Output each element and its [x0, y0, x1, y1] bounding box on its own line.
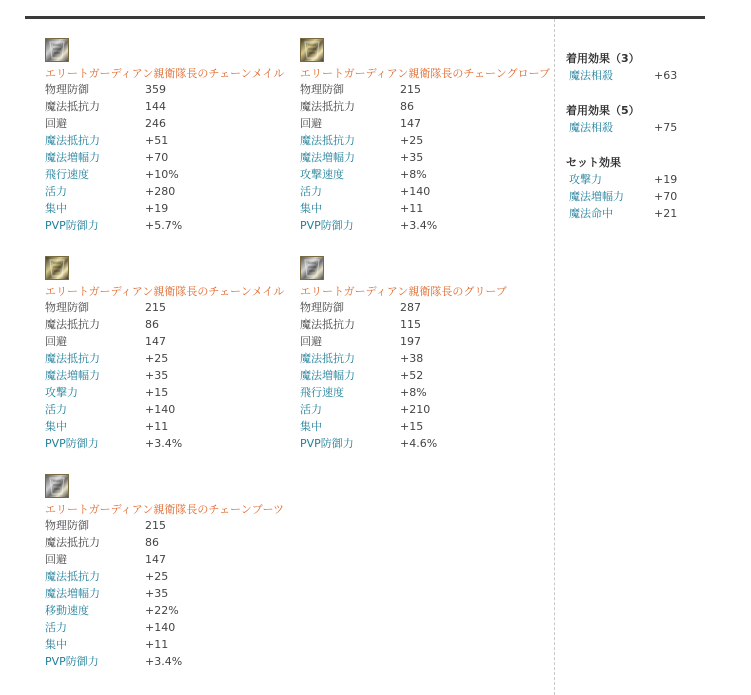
stat-label: 魔法抵抗力	[300, 100, 355, 113]
stat-label: 集中	[45, 420, 67, 433]
stat-value: +5.7%	[145, 219, 183, 232]
stat-label: 回避	[300, 117, 322, 130]
stat-row	[45, 115, 305, 132]
stat-value: +140	[400, 185, 431, 198]
stat-row	[45, 384, 305, 401]
stat-row	[45, 435, 305, 452]
stat-value: 144	[145, 100, 166, 113]
stat-label: 集中	[45, 202, 67, 215]
stat-value: 287	[400, 301, 421, 314]
stat-value: +8%	[400, 386, 427, 399]
item-title[interactable]: エリートガーディアン親衛隊長のチェーンメイル	[45, 285, 285, 298]
stat-value: +140	[145, 403, 176, 416]
item-title[interactable]: エリートガーディアン親衛隊長のチェーングローブ	[300, 67, 551, 80]
stat-row	[45, 653, 305, 670]
stat-label: 回避	[45, 117, 67, 130]
stat-value: +140	[145, 621, 176, 634]
stat-row	[45, 401, 305, 418]
stat-value: 246	[145, 117, 166, 130]
stat-row	[300, 132, 560, 149]
stat-row	[45, 619, 305, 636]
stat-value: +15	[400, 420, 424, 433]
stat-value: +3.4%	[400, 219, 438, 232]
stat-label: 回避	[45, 553, 67, 566]
stat-value: 197	[400, 335, 421, 348]
stat-value: +35	[400, 151, 424, 164]
stat-value: +280	[145, 185, 176, 198]
stat-label: PVP防御力	[45, 219, 99, 232]
stat-label: 攻撃速度	[300, 168, 344, 181]
stat-value: +11	[400, 202, 424, 215]
stat-row	[300, 149, 560, 166]
stat-row	[300, 384, 560, 401]
stat-value: +11	[145, 638, 169, 651]
stat-row	[45, 585, 305, 602]
effect-row	[566, 188, 736, 205]
stat-label: PVP防御力	[45, 655, 99, 668]
stat-label: 活力	[45, 185, 67, 198]
effect-value: +75	[654, 121, 678, 134]
stat-value: 147	[145, 335, 166, 348]
stat-label: 物理防御	[45, 519, 89, 532]
stat-label: 飛行速度	[300, 386, 344, 399]
stat-row	[45, 166, 305, 183]
stat-row	[45, 350, 305, 367]
stat-label: 魔法抵抗力	[300, 134, 355, 147]
effect-section	[566, 50, 736, 84]
item-title[interactable]: エリートガーディアン親衛隊長のグリーブ	[300, 285, 507, 298]
stat-label: 魔法抵抗力	[45, 570, 100, 583]
stat-row	[300, 333, 560, 350]
effect-heading: 着用効果（3）	[566, 52, 640, 65]
effect-row	[566, 171, 736, 188]
greaves-icon[interactable]	[300, 256, 324, 280]
stat-row	[45, 98, 305, 115]
stat-row	[300, 316, 560, 333]
stat-value: 215	[400, 83, 421, 96]
stat-value: +38	[400, 352, 424, 365]
item-card	[300, 38, 560, 234]
stat-value: 215	[145, 301, 166, 314]
stat-label: 物理防御	[45, 301, 89, 314]
stat-row	[45, 534, 305, 551]
stat-row	[300, 115, 560, 132]
stat-value: +22%	[145, 604, 179, 617]
stat-value: 359	[145, 83, 166, 96]
stat-label: 活力	[300, 185, 322, 198]
stat-row	[45, 217, 305, 234]
effect-heading: セット効果	[566, 156, 621, 169]
stat-row	[45, 418, 305, 435]
item-title[interactable]: エリートガーディアン親衛隊長のチェーンブーツ	[45, 503, 285, 516]
stat-value: 86	[400, 100, 414, 113]
stat-value: +70	[145, 151, 169, 164]
stat-value: +52	[400, 369, 424, 382]
effect-label: 魔法増幅力	[569, 190, 624, 203]
stat-row	[300, 183, 560, 200]
stat-row	[45, 333, 305, 350]
stat-label: 魔法増幅力	[45, 587, 100, 600]
item-title[interactable]: エリートガーディアン親衛隊長のチェーンメイル	[45, 67, 285, 80]
stat-value: +10%	[145, 168, 179, 181]
stat-label: 魔法増幅力	[300, 151, 355, 164]
stat-label: 物理防御	[45, 83, 89, 96]
stat-label: 回避	[300, 335, 322, 348]
stat-label: 回避	[45, 335, 67, 348]
effect-label: 魔法命中	[569, 207, 613, 220]
stat-label: 攻撃力	[45, 386, 78, 399]
stat-label: 飛行速度	[45, 168, 89, 181]
stat-value: 215	[145, 519, 166, 532]
stat-label: 魔法増幅力	[45, 151, 100, 164]
stat-label: 魔法抵抗力	[45, 352, 100, 365]
effect-value: +21	[654, 207, 678, 220]
stat-value: +25	[145, 570, 169, 583]
effect-row	[566, 119, 736, 136]
stat-label: 物理防御	[300, 83, 344, 96]
stat-label: 魔法抵抗力	[45, 536, 100, 549]
stat-value: +8%	[400, 168, 427, 181]
stat-row	[300, 98, 560, 115]
stat-row	[300, 299, 560, 316]
stat-row	[300, 166, 560, 183]
stat-row	[45, 81, 305, 98]
stat-label: 魔法抵抗力	[45, 134, 100, 147]
item-card	[45, 256, 305, 452]
stat-row	[45, 517, 305, 534]
stat-label: 活力	[45, 621, 67, 634]
stat-row	[45, 183, 305, 200]
stat-value: +19	[145, 202, 169, 215]
effect-section	[566, 102, 736, 136]
stat-value: 86	[145, 318, 159, 331]
stat-label: 魔法抵抗力	[300, 318, 355, 331]
stat-label: 魔法増幅力	[45, 369, 100, 382]
effect-row	[566, 205, 736, 222]
stat-label: 集中	[300, 202, 322, 215]
stat-label: 魔法抵抗力	[45, 100, 100, 113]
chain-gloves-icon[interactable]	[300, 38, 324, 62]
stat-value: +3.4%	[145, 437, 183, 450]
effect-label: 攻撃力	[569, 173, 602, 186]
effect-section	[566, 154, 736, 222]
chain-boots-icon[interactable]	[45, 474, 69, 498]
stat-value: +11	[145, 420, 169, 433]
stat-value: +35	[145, 369, 169, 382]
stat-label: 物理防御	[300, 301, 344, 314]
effect-value: +19	[654, 173, 678, 186]
stat-row	[45, 149, 305, 166]
stat-label: 魔法抵抗力	[45, 318, 100, 331]
stat-value: +35	[145, 587, 169, 600]
item-card	[300, 256, 560, 452]
stat-label: 活力	[45, 403, 67, 416]
item-card	[45, 474, 305, 670]
effect-value: +63	[654, 69, 678, 82]
stat-value: +210	[400, 403, 431, 416]
stat-row	[45, 299, 305, 316]
effect-heading: 着用効果（5）	[566, 104, 640, 117]
stat-row	[45, 636, 305, 653]
effect-value: +70	[654, 190, 678, 203]
stat-label: PVP防御力	[45, 437, 99, 450]
stat-row	[45, 316, 305, 333]
stat-value: +15	[145, 386, 169, 399]
stat-value: 115	[400, 318, 421, 331]
stat-row	[45, 602, 305, 619]
stat-value: 147	[400, 117, 421, 130]
stat-value: +4.6%	[400, 437, 438, 450]
stat-row	[300, 367, 560, 384]
set-effects-panel	[566, 50, 736, 240]
stat-label: 魔法抵抗力	[300, 352, 355, 365]
stat-value: 86	[145, 536, 159, 549]
stat-row	[300, 81, 560, 98]
stat-row	[45, 200, 305, 217]
effect-label: 魔法相殺	[569, 121, 613, 134]
stat-row	[300, 401, 560, 418]
stat-value: +25	[400, 134, 424, 147]
stat-row	[45, 132, 305, 149]
item-card	[45, 38, 305, 234]
stat-label: 集中	[300, 420, 322, 433]
stat-row	[300, 200, 560, 217]
effect-row	[566, 67, 736, 84]
stat-value: +51	[145, 134, 169, 147]
chain-shoulders-icon[interactable]	[45, 256, 69, 280]
stat-row	[45, 367, 305, 384]
stat-label: 移動速度	[45, 604, 89, 617]
stat-value: +3.4%	[145, 655, 183, 668]
stat-row	[300, 350, 560, 367]
stat-row	[300, 418, 560, 435]
stat-label: 活力	[300, 403, 322, 416]
stat-row	[300, 217, 560, 234]
stat-row	[45, 568, 305, 585]
top-divider-bar	[25, 16, 705, 19]
stat-row	[45, 551, 305, 568]
effect-label: 魔法相殺	[569, 69, 613, 82]
stat-label: 魔法増幅力	[300, 369, 355, 382]
stat-row	[300, 435, 560, 452]
stat-value: 147	[145, 553, 166, 566]
stat-label: 集中	[45, 638, 67, 651]
stat-value: +25	[145, 352, 169, 365]
stat-label: PVP防御力	[300, 437, 354, 450]
stat-label: PVP防御力	[300, 219, 354, 232]
chainmail-armor-icon[interactable]	[45, 38, 69, 62]
